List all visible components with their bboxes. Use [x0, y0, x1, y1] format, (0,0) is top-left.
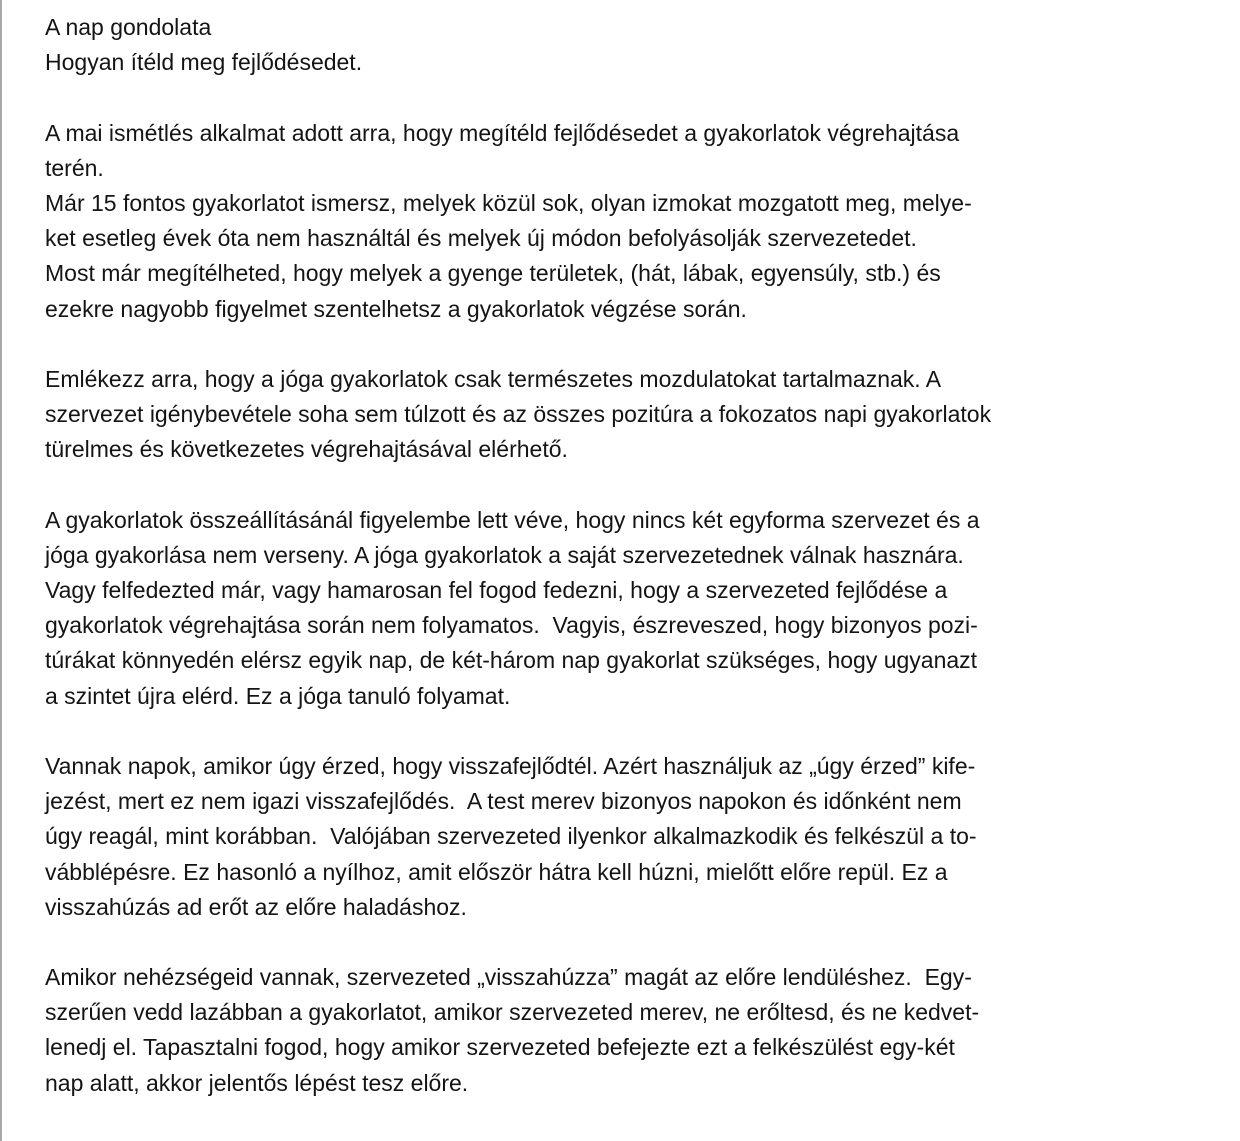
- text-line: Már 15 fontos gyakorlatot ismersz, melyek közül sok, olyan izmokat mozgatott meg, melye-: [45, 189, 972, 216]
- text-line: szerűen vedd lazábban a gyakorlatot, amikor szervezeted merev, ne erőltesd, és ne kedvet-: [45, 999, 980, 1026]
- text-line: úgy reagál, mint korábban. Valójában szervezeted ilyenkor alkalmazkodik és felkészül a to-: [45, 823, 977, 850]
- paragraph-3: [45, 503, 1205, 714]
- paragraph-gap: [45, 467, 1205, 502]
- document-body: [45, 10, 1205, 1101]
- text-line: vábblépésre. Ez hasonló a nyílhoz, amit először hátra kell húzni, mielőtt előre repül. Ez a: [45, 858, 948, 885]
- text-line: türelmes és következetes végrehajtásával elérhető.: [45, 436, 568, 463]
- paragraph-gap: [45, 327, 1205, 362]
- text-line: Vagy felfedezted már, vagy hamarosan fel fogod fedezni, hogy a szervezeted fejlődése a: [45, 577, 948, 603]
- text-line: túrákat könnyedén elérsz egyik nap, de két-három nap gyakorlat szükséges, hogy ugyanazt: [45, 647, 978, 674]
- paragraph-gap: [45, 925, 1205, 960]
- text-line: visszahúzás ad erőt az előre haladáshoz.: [45, 893, 467, 920]
- text-line: ezekre nagyobb figyelmet szentelhetsz a gyakorlatok végzése során.: [45, 295, 747, 322]
- page-left-border: [0, 0, 2, 1141]
- text-line: szervezet igénybevétele soha sem túlzott és az összes pozitúra a fokozatos napi gyakorlatok: [45, 401, 992, 428]
- paragraph-4: [45, 749, 1205, 925]
- text-line: Vannak napok, amikor úgy érzed, hogy visszafejlődtél. Azért használjuk az „úgy érzed” kife-: [45, 752, 976, 779]
- paragraph-5: [45, 960, 1205, 1101]
- paragraph-gap: [45, 714, 1205, 749]
- document-subtitle: Hogyan ítéld meg fejlődésedet.: [45, 49, 363, 76]
- text-line: ket esetleg évek óta nem használtál és melyek új módon befolyásolják szervezetedet.: [45, 225, 917, 252]
- paragraph-1: [45, 116, 1205, 327]
- document-title: A nap gondolata: [45, 14, 212, 40]
- text-line: nap alatt, akkor jelentős lépést tesz előre.: [45, 1069, 469, 1096]
- paragraph-gap: [45, 80, 1205, 115]
- text-line: Most már megítélheted, hogy melyek a gyenge területek, (hát, lábak, egyensúly, stb.) és: [45, 260, 941, 287]
- paragraph-2: [45, 362, 1205, 468]
- text-line: jóga gyakorlása nem verseny. A jóga gyakorlatok a saját szervezetednek válnak hasznára.: [45, 541, 964, 568]
- text-line: Amikor nehézségeid vannak, szervezeted „visszahúzza” magát az előre lendüléshez. Egy-: [45, 964, 972, 991]
- text-line: jezést, mert ez nem igazi visszafejlődés. A test merev bizonyos napokon és időnként nem: [45, 788, 962, 815]
- text-line: terén.: [45, 154, 104, 181]
- text-line: a szintet újra elérd. Ez a jóga tanuló folyamat.: [45, 682, 511, 709]
- text-line: A mai ismétlés alkalmat adott arra, hogy megítéld fejlődésedet a gyakorlatok végrehajtása: [45, 119, 960, 146]
- text-line: gyakorlatok végrehajtása során nem folyamatos. Vagyis, észreveszed, hogy bizonyos pozi-: [45, 612, 978, 639]
- text-line: Emlékezz arra, hogy a jóga gyakorlatok csak természetes mozdulatokat tartalmaznak. A: [45, 365, 942, 392]
- text-line: A gyakorlatok összeállításánál figyelembe lett véve, hogy nincs két egyforma szervezet és a: [45, 506, 980, 533]
- text-line: lenedj el. Tapasztalni fogod, hogy amikor szervezeted befejezte ezt a felkészülést egy-két: [45, 1034, 955, 1061]
